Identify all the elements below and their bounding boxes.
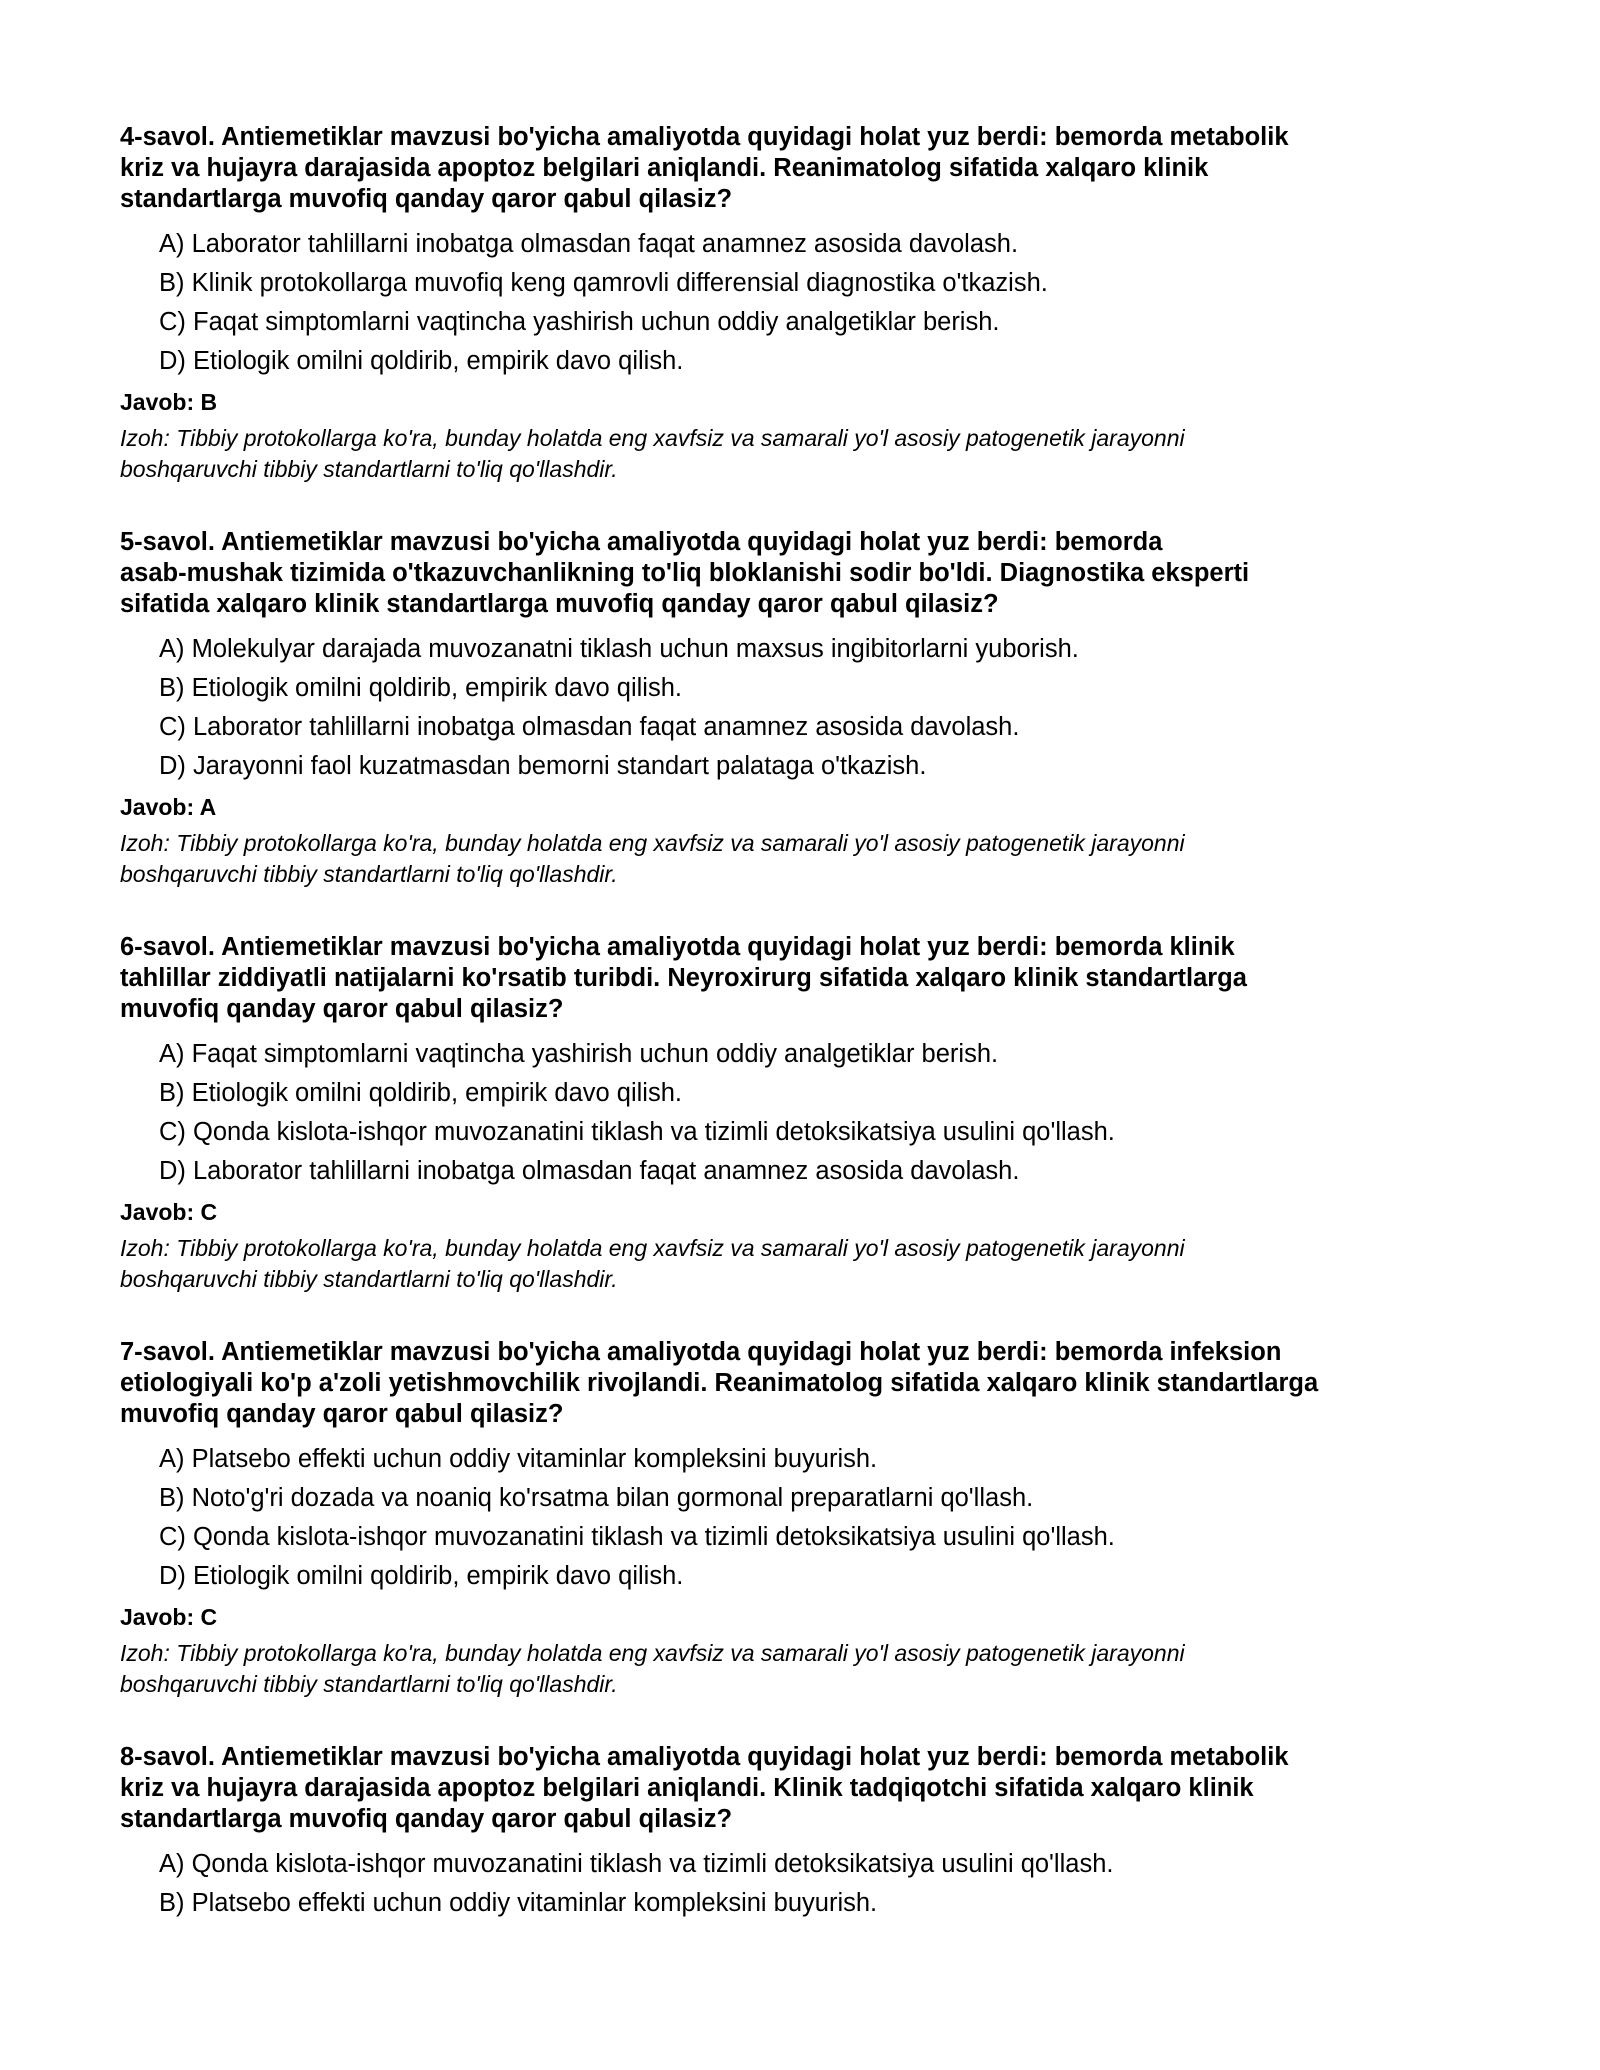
option-a: A) Faqat simptomlarni vaqtincha yashirish uchun oddiy analgetiklar berish.: [159, 1040, 999, 1068]
option-a: A) Qonda kislota-ishqor muvozanatini tiklash va tizimli detoksikatsiya usulini qo'llash.: [159, 1850, 1114, 1878]
option-c: C) Laborator tahlillarni inobatga olmasdan faqat anamnez asosida davolash.: [159, 713, 1020, 741]
option-d: D) Etiologik omilni qoldirib, empirik davo qilish.: [159, 1562, 684, 1590]
option-a: A) Molekulyar darajada muvozanatni tiklash uchun maxsus ingibitorlarni yuborish.: [159, 635, 1079, 663]
question-title: 5-savol. Antiemetiklar mavzusi bo'yicha amaliyotda quyidagi holat yuz berdi: bemorda asab-mushak tizimida o'tkazuvchanlikning to'liq bloklanishi sodir bo'ldi. Diagnostika eksperti sifatida xalqaro klinik standartlarga muvofiq qanday qaror qabul qilasiz?: [120, 528, 1250, 618]
option-b: B) Noto'g'ri dozada va noaniq ko'rsatma bilan gormonal preparatlarni qo'llash.: [159, 1484, 1034, 1512]
question-title: 6-savol. Antiemetiklar mavzusi bo'yicha amaliyotda quyidagi holat yuz berdi: bemorda klinik tahlillar ziddiyatli natijalarni ko'rsatib turibdi. Neyroxirurg sifatida xalqaro klinik standartlarga muvofiq qanday qaror qabul qilasiz?: [120, 933, 1247, 1023]
option-c: C) Qonda kislota-ishqor muvozanatini tiklash va tizimli detoksikatsiya usulini qo'llash.: [159, 1523, 1115, 1551]
answer-label: Javob: C: [120, 1199, 218, 1225]
question-block: [120, 1337, 1490, 1700]
option-d: D) Etiologik omilni qoldirib, empirik davo qilish.: [159, 347, 684, 375]
question-title: 7-savol. Antiemetiklar mavzusi bo'yicha amaliyotda quyidagi holat yuz berdi: bemorda infeksion etiologiyali ko'p a'zoli yetishmovchilik rivojlandi. Reanimatolog sifatida xalqaro klinik standartlarga muvofiq qanday qaror qabul qilasiz?: [120, 1338, 1319, 1428]
question-block: [120, 1742, 1490, 1923]
answer-options: [120, 1845, 1490, 1923]
option-b: B) Klinik protokollarga muvofiq keng qamrovli differensial diagnostika o'tkazish.: [159, 269, 1048, 297]
option-a: A) Laborator tahlillarni inobatga olmasdan faqat anamnez asosida davolash.: [159, 230, 1019, 258]
explanation-note: Izoh: Tibbiy protokollarga ko'ra, bunday holatda eng xavfsiz va samarali yo'l asosiy patogenetik jarayonni boshqaruvchi tibbiy standartlarni to'liq qo'llashdir.: [120, 1235, 1185, 1292]
answer-options: [120, 225, 1490, 381]
answer-label: Javob: C: [120, 1604, 218, 1630]
option-a: A) Platsebo effekti uchun oddiy vitaminlar kompleksini buyurish.: [159, 1445, 878, 1473]
question-block: [120, 122, 1490, 485]
option-c: C) Faqat simptomlarni vaqtincha yashirish uchun oddiy analgetiklar berish.: [159, 308, 1000, 336]
answer-label: Javob: B: [120, 389, 218, 415]
option-c: C) Qonda kislota-ishqor muvozanatini tiklash va tizimli detoksikatsiya usulini qo'llash.: [159, 1118, 1115, 1146]
question-block: [120, 527, 1490, 890]
question-title: 8-savol. Antiemetiklar mavzusi bo'yicha amaliyotda quyidagi holat yuz berdi: bemorda metabolik kriz va hujayra darajasida apoptoz belgilari aniqlandi. Klinik tadqiqotchi sifatida xalqaro klinik standartlarga muvofiq qanday qaror qabul qilasiz?: [120, 1743, 1289, 1833]
document-page: [120, 122, 1490, 1965]
answer-label: Javob: A: [120, 794, 217, 820]
option-d: D) Jarayonni faol kuzatmasdan bemorni standart palataga o'tkazish.: [159, 752, 927, 780]
explanation-note: Izoh: Tibbiy protokollarga ko'ra, bunday holatda eng xavfsiz va samarali yo'l asosiy patogenetik jarayonni boshqaruvchi tibbiy standartlarni to'liq qo'llashdir.: [120, 1640, 1185, 1697]
option-b: B) Etiologik omilni qoldirib, empirik davo qilish.: [159, 674, 682, 702]
question-block: [120, 932, 1490, 1295]
option-d: D) Laborator tahlillarni inobatga olmasdan faqat anamnez asosida davolash.: [159, 1157, 1020, 1185]
question-title: 4-savol. Antiemetiklar mavzusi bo'yicha amaliyotda quyidagi holat yuz berdi: bemorda metabolik kriz va hujayra darajasida apoptoz belgilari aniqlandi. Reanimatolog sifatida xalqaro klinik standartlarga muvofiq qanday qaror qabul qilasiz?: [120, 123, 1289, 213]
option-b: B) Etiologik omilni qoldirib, empirik davo qilish.: [159, 1079, 682, 1107]
explanation-note: Izoh: Tibbiy protokollarga ko'ra, bunday holatda eng xavfsiz va samarali yo'l asosiy patogenetik jarayonni boshqaruvchi tibbiy standartlarni to'liq qo'llashdir.: [120, 830, 1185, 887]
answer-options: [120, 630, 1490, 786]
explanation-note: Izoh: Tibbiy protokollarga ko'ra, bunday holatda eng xavfsiz va samarali yo'l asosiy patogenetik jarayonni boshqaruvchi tibbiy standartlarni to'liq qo'llashdir.: [120, 425, 1185, 482]
answer-options: [120, 1035, 1490, 1191]
option-b: B) Platsebo effekti uchun oddiy vitaminlar kompleksini buyurish.: [159, 1889, 878, 1917]
answer-options: [120, 1440, 1490, 1596]
